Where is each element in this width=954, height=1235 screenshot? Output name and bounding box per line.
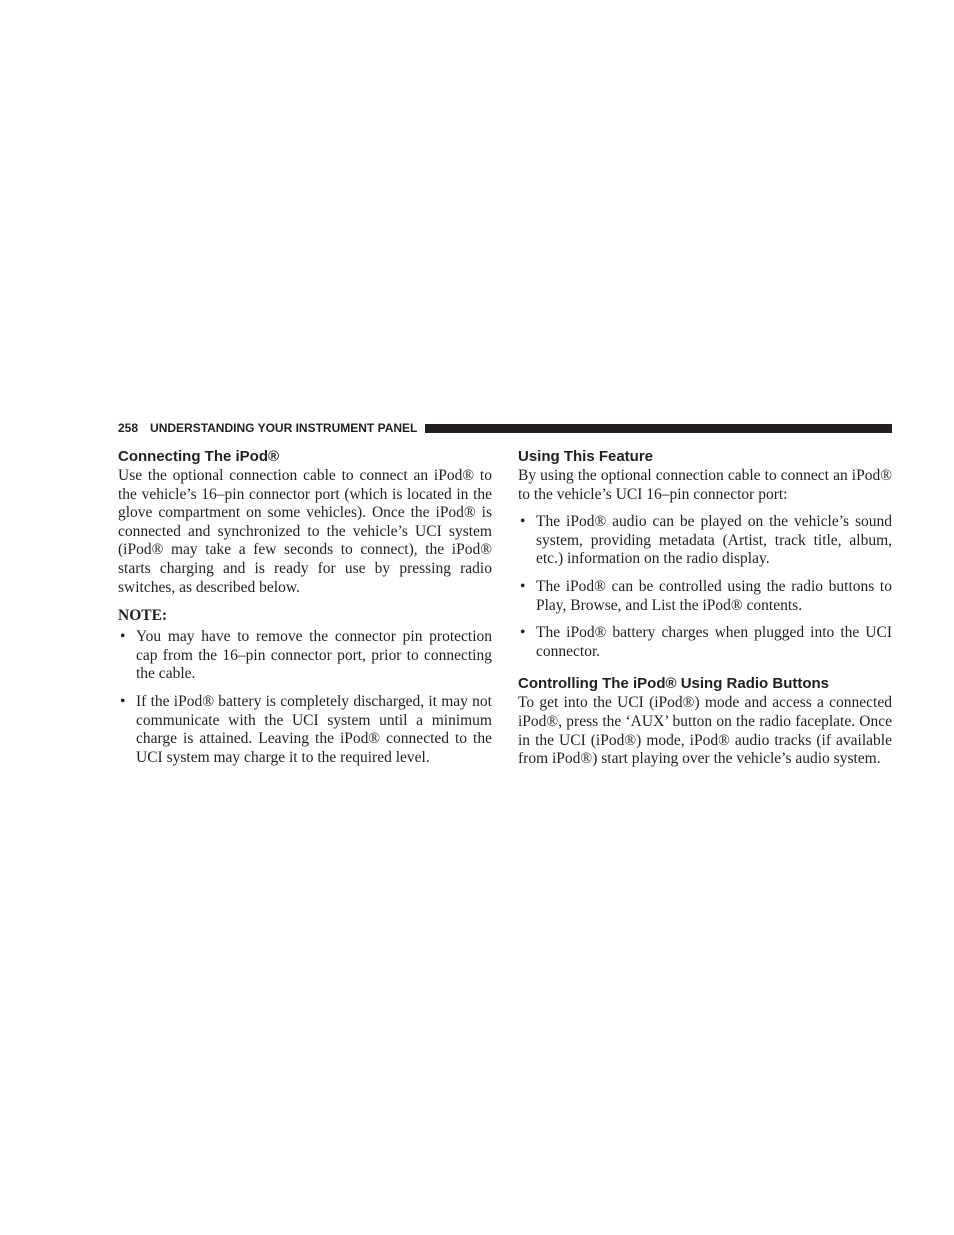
controlling-paragraph: To get into the UCI (iPod®) mode and access a connected iPod®, press the ‘AUX’ button on the radio faceplate. Once in the UCI (iPod®) mode, iPod® audio tracks (if available from iPod®) start playing over the vehicle’s audio system. [518,694,892,768]
bullet-icon: • [120,628,126,646]
list-item [518,513,892,569]
list-item [118,628,492,684]
note-label: NOTE: [118,607,168,625]
list-item-text: If the iPod® battery is completely discharged, it may not communicate with the UCI system until a minimum charge is attained. Leaving the iPod® connected to the UCI system may charge it to the required level. [136,692,492,766]
header-title: UNDERSTANDING YOUR INSTRUMENT PANEL [150,421,418,435]
list-item [518,624,892,661]
list-item-text: The iPod® audio can be played on the vehicle’s sound system, providing metadata (Artist, track title, album, etc.) information on the radio display. [536,513,892,568]
header-rule [425,424,892,433]
heading-controlling-ipod: Controlling The iPod® Using Radio Buttons [518,675,830,693]
list-item [118,693,492,767]
using-feature-intro: By using the optional connection cable to connect an iPod® to the vehicle’s UCI 16–pin connector port: [518,467,892,503]
heading-using-feature: Using This Feature [518,448,654,465]
list-item-text: The iPod® battery charges when plugged into the UCI connector. [536,624,892,660]
feature-bullet-list [518,513,892,661]
page-number: 258 [118,421,139,435]
heading-connecting-ipod: Connecting The iPod® [118,448,280,465]
right-column [518,447,892,769]
bullet-icon: • [120,692,126,710]
list-item-text: The iPod® can be controlled using the radio buttons to Play, Browse, and List the iPod® contents. [536,577,892,614]
bullet-icon: • [520,577,526,595]
list-item-text: You may have to remove the connector pin protection cap from the 16–pin connector port, prior to connecting the cable. [136,628,492,683]
left-column [118,447,492,776]
running-header [118,420,892,436]
list-item [518,578,892,615]
note-bullet-list [118,628,492,767]
connecting-intro-paragraph: Use the optional connection cable to connect an iPod® to the vehicle’s 16–pin connector port (which is located in the glove compartment on some vehicles). Once the iPod® is connected and synchronized to the vehicle’s UCI system (iPod® may take a few seconds to connect), the iPod® starts charging and is ready for use by pressing radio switches, as described below. [118,467,492,596]
bullet-icon: • [520,624,526,642]
bullet-icon: • [520,513,526,531]
